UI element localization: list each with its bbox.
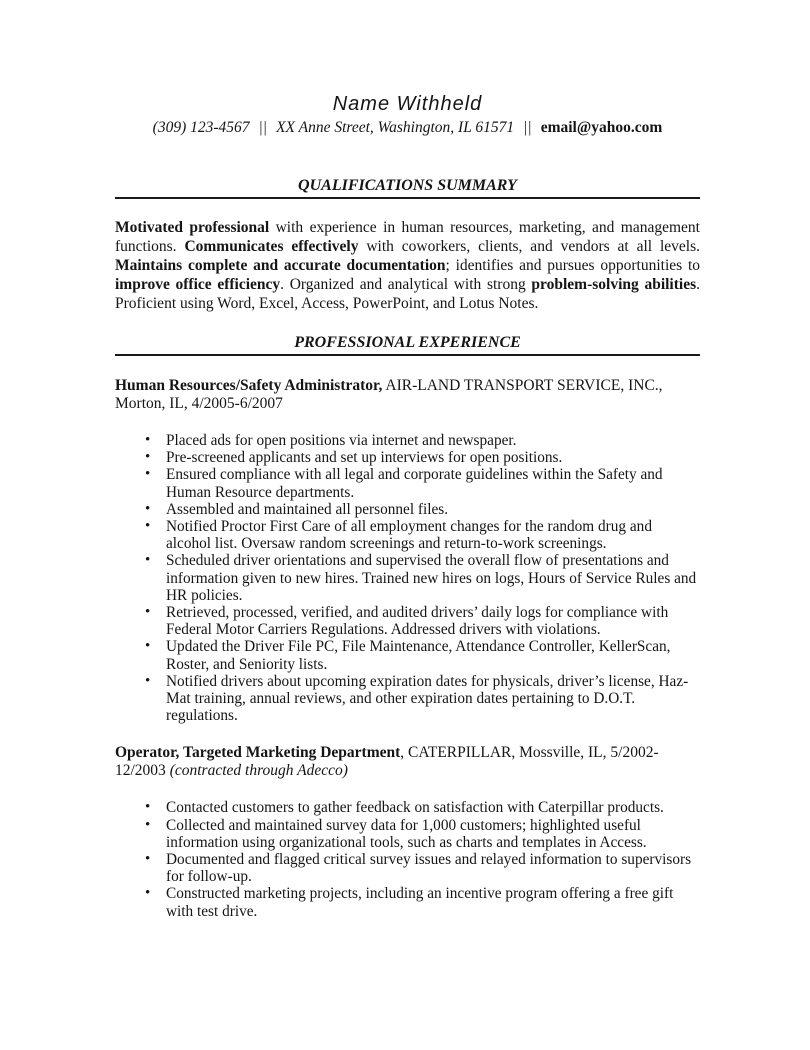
street-address: XX Anne Street, Washington, IL 61571: [276, 119, 515, 136]
list-item: • Retrieved, processed, verified, and audited drivers’ daily logs for compliance with Federal Motor Carriers Regulations. Addressed drivers with violations.: [115, 604, 700, 638]
list-item: • Constructed marketing projects, including an incentive program offering a free gift with test drive.: [115, 885, 700, 919]
list-item: • Contacted customers to gather feedback on satisfaction with Caterpillar products.: [115, 799, 700, 816]
summary-segment: problem-solving abilities: [531, 276, 697, 293]
bullet-list: [115, 799, 700, 919]
section-header-experience: PROFESSIONAL EXPERIENCE: [115, 333, 700, 356]
list-item: • Placed ads for open positions via internet and newspaper.: [115, 432, 700, 449]
phone-number: (309) 123-4567: [152, 119, 250, 136]
list-item: • Scheduled driver orientations and supervised the overall flow of presentations and information given to new hires. Trained new hires on logs, Hours of Service Rules and HR policies.: [115, 552, 700, 604]
section-header-qualifications: QUALIFICATIONS SUMMARY: [115, 176, 700, 199]
summary-segment: . Organized and analytical with strong: [280, 276, 532, 293]
job-entry: [115, 744, 700, 919]
summary-segment: ; identifies and pursues opportunities to: [445, 257, 700, 274]
summary-segment: improve office efficiency: [115, 276, 281, 293]
list-item: • Assembled and maintained all personnel files.: [115, 501, 700, 518]
job-entry: [115, 377, 700, 724]
job-title: [115, 744, 700, 780]
job-contract-note: (contracted through Adecco): [169, 762, 348, 780]
list-item: • Notified drivers about upcoming expiration dates for physicals, driver’s license, Haz-Mat training, annual reviews, and other expiration dates pertaining to D.O.T. regulations.: [115, 673, 700, 725]
job-title: [115, 377, 700, 413]
contact-line: [115, 118, 700, 137]
list-item: • Pre-screened applicants and set up interviews for open positions.: [115, 449, 700, 466]
list-item: • Notified Proctor First Care of all employment changes for the random drug and alcohol list. Oversaw random screenings and return-to-work screenings.: [115, 518, 700, 552]
summary-paragraph: [115, 218, 700, 313]
list-item: • Documented and flagged critical survey issues and relayed information to supervisors for follow-up.: [115, 851, 700, 885]
job-role: Operator, Targeted Marketing Department: [115, 744, 401, 762]
list-item: • Collected and maintained survey data for 1,000 customers; highlighted useful information using organizational tools, such as charts and templates in Access.: [115, 817, 700, 851]
contact-separator: ||: [523, 119, 532, 136]
summary-segment: with experience in human resources, marketing, and management functions.: [115, 219, 700, 255]
contact-separator: ||: [258, 119, 268, 136]
summary-segment: Communicates effectively: [184, 238, 359, 255]
list-item: • Updated the Driver File PC, File Maintenance, Attendance Controller, KellerScan, Roster, and Seniority lists.: [115, 638, 700, 672]
summary-segment: with coworkers, clients, and vendors at all levels.: [358, 238, 700, 255]
job-company-dates: AIR-LAND TRANSPORT SERVICE, INC., Morton, IL, 4/2005-6/2007: [115, 377, 663, 412]
job-role: Human Resources/Safety Administrator,: [115, 377, 383, 394]
summary-segment: Motivated professional: [115, 219, 270, 236]
list-item: • Ensured compliance with all legal and corporate guidelines within the Safety and Human Resource departments.: [115, 466, 700, 500]
email-address: email@yahoo.com: [540, 119, 663, 136]
job-company-dates: , CATERPILLAR, Mossville, IL, 5/2002-12/2003: [115, 744, 659, 780]
summary-segment: Maintains complete and accurate documentation: [115, 257, 446, 274]
bullet-list: [115, 432, 700, 724]
candidate-name: Name Withheld: [332, 93, 483, 115]
summary-segment: . Proficient using Word, Excel, Access, PowerPoint, and Lotus Notes.: [115, 276, 700, 312]
